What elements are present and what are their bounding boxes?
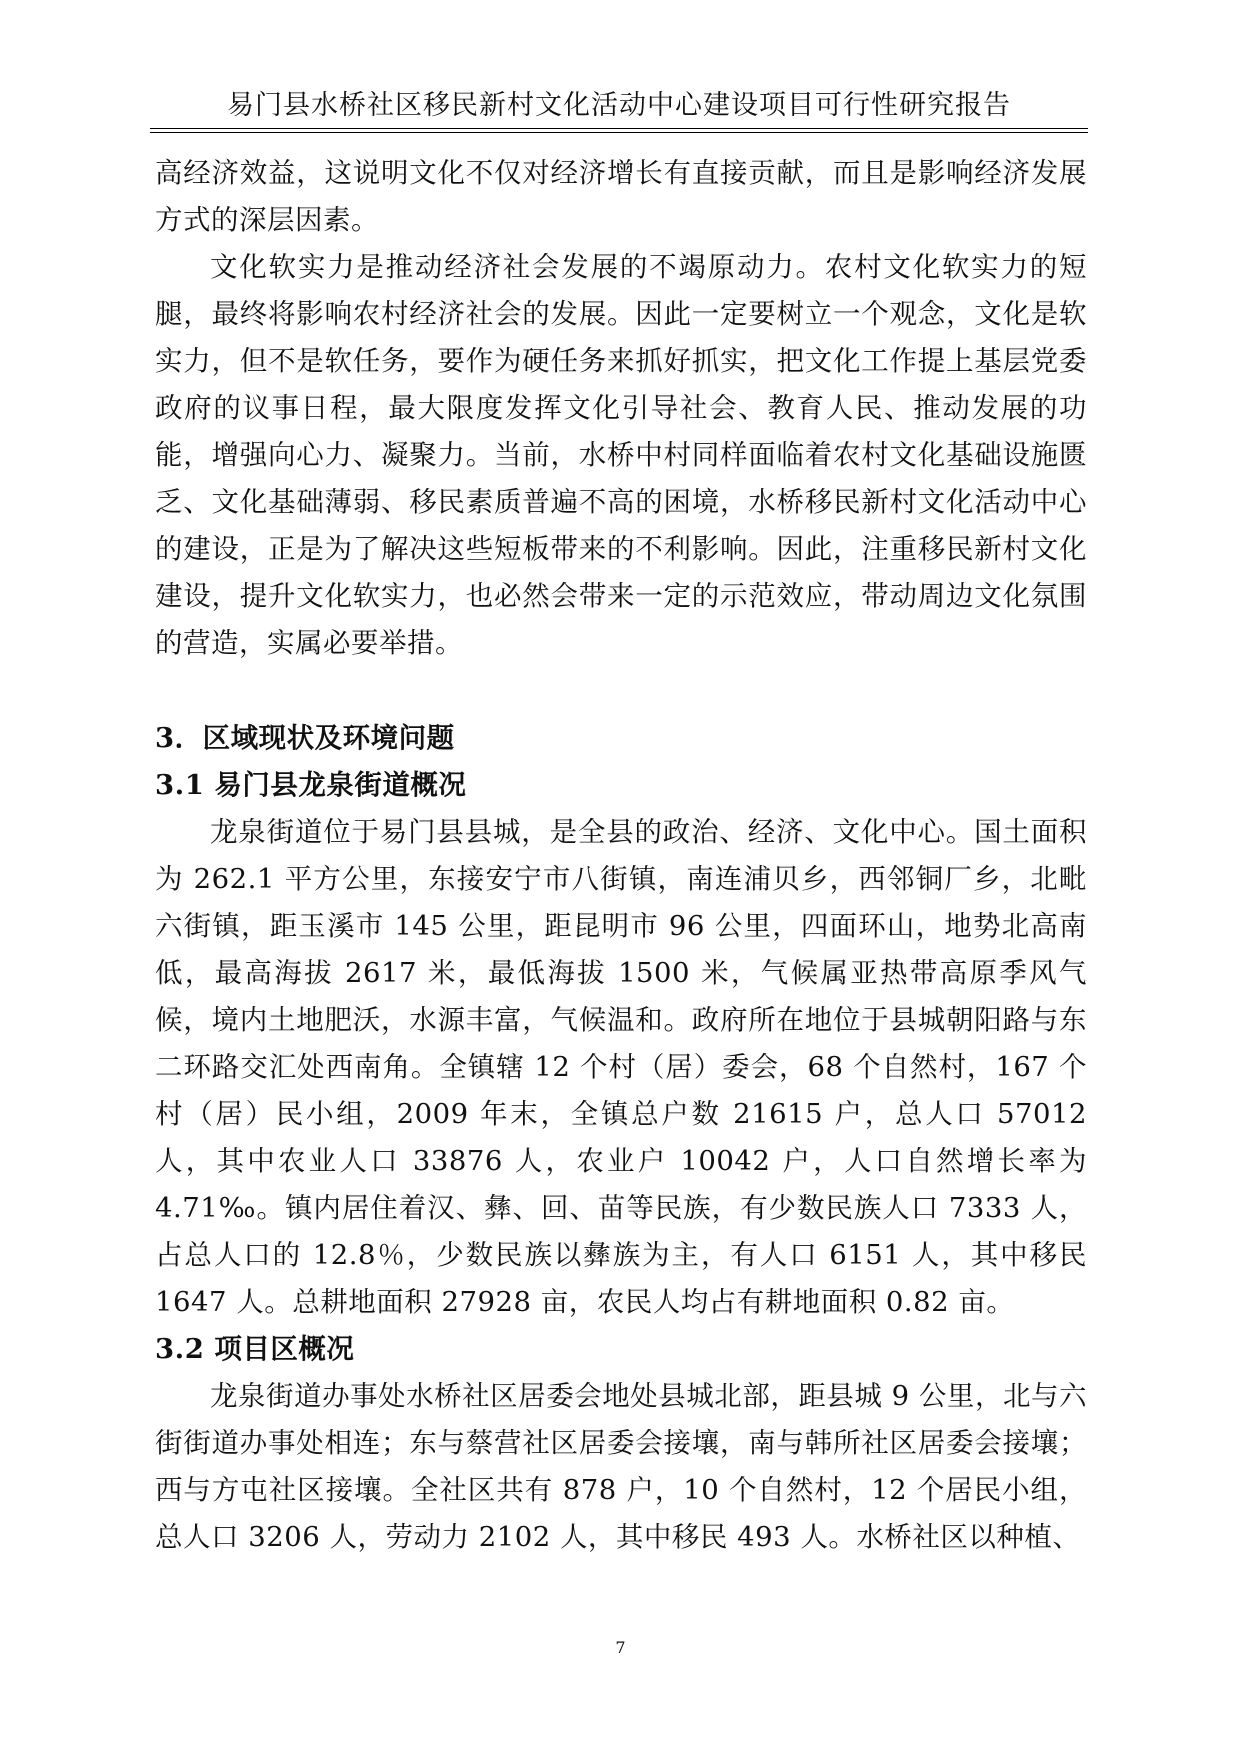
document-title: 易门县水桥社区移民新村文化活动中心建设项目可行性研究报告	[227, 90, 1011, 121]
paragraph-longquan-overview: 龙泉街道位于易门县县城，是全县的政治、经济、文化中心。国土面积为 262.1 平方公里，东接安宁市八街镇，南连浦贝乡，西邻铜厂乡，北毗六街镇，距玉溪市 145 公里，距昆明市 96 公里，四面环山，地势北高南低，最高海拔 2617 米，最低海拔 1500 米，气候属亚热带高原季风气候，境内土地肥沃，水源丰富，气候温和。政府所在地位于县城朝阳路与东二环路交汇处西南角。全镇辖 12 个村（居）委会，68 个自然村，167 个村（居）民小组，2009 年末，全镇总户数 21615 户，总人口 57012 人，其中农业人口 33876 人，农业户 10042 户，人口自然增长率为 4.71‰。镇内居住着汉、彝、回、苗等民族，有少数民族人口 7333 人，占总人口的 12.8％，少数民族以彝族为主，有人口 6151 人，其中移民 1647 人。总耕地面积 27928 亩，农民人均占有耕地面积 0.82 亩。	[155, 816, 1087, 1318]
header-double-rule	[150, 128, 1088, 133]
subsection-heading-3-1: 3.1 易门县龙泉街道概况	[155, 769, 467, 801]
page-number: 7	[615, 1638, 626, 1657]
paragraph-project-area: 龙泉街道办事处水桥社区居委会地处县城北部，距县城 9 公里，北与六街街道办事处相连；东与蔡营社区居委会接壤，南与韩所社区居委会接壤；西与方屯社区接壤。全社区共有 878 户，10 个自然村，12 个居民小组，总人口 3206 人，劳动力 2102 人，其中移民 493 人。水桥社区以种植、	[155, 1380, 1087, 1553]
page-header	[150, 88, 1088, 133]
document-body	[155, 150, 1087, 1561]
paragraph-continuation: 高经济效益，这说明文化不仅对经济增长有直接贡献，而且是影响经济发展方式的深层因素。	[155, 157, 1087, 236]
paragraph-cultural-soft-power: 文化软实力是推动经济社会发展的不竭原动力。农村文化软实力的短腿，最终将影响农村经济社会的发展。因此一定要树立一个观念，文化是软实力，但不是软任务，要作为硬任务来抓好抓实，把文化工作提上基层党委政府的议事日程，最大限度发挥文化引导社会、教育人民、推动发展的功能，增强向心力、凝聚力。当前，水桥中村同样面临着农村文化基础设施匮乏、文化基础薄弱、移民素质普遍不高的困境，水桥移民新村文化活动中心的建设，正是为了解决这些短板带来的不利影响。因此，注重移民新村文化建设，提升文化软实力，也必然会带来一定的示范效应，带动周边文化氛围的营造，实属必要举措。	[155, 251, 1087, 659]
section-heading-3: 3．区域现状及环境问题	[155, 722, 455, 754]
section-gap	[155, 667, 1087, 715]
subsection-heading-3-2: 3.2 项目区概况	[155, 1333, 355, 1365]
